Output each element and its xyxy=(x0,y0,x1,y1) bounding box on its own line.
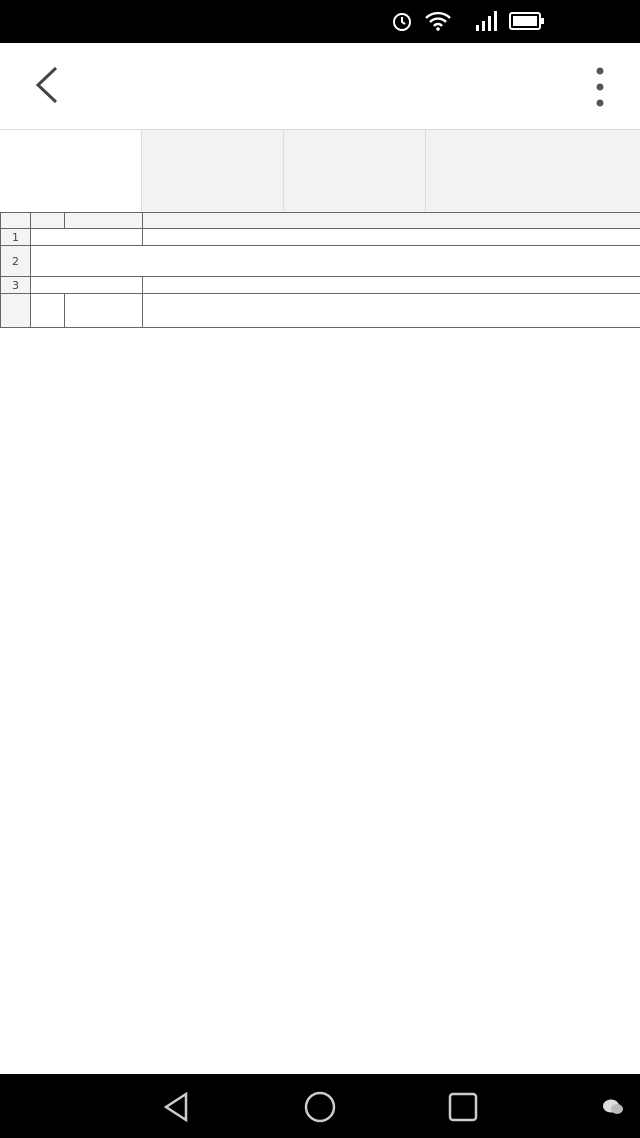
tab-sheet2[interactable] xyxy=(142,130,284,212)
area-cell[interactable] xyxy=(143,294,640,328)
header-school[interactable] xyxy=(31,277,143,294)
system-nav-bar xyxy=(0,1074,640,1138)
column-header-b[interactable] xyxy=(65,213,143,229)
nav-back-icon[interactable] xyxy=(160,1090,194,1124)
group-cell[interactable] xyxy=(31,294,65,328)
spreadsheet-table xyxy=(0,212,640,328)
column-header-c[interactable] xyxy=(143,213,640,229)
alarm-icon xyxy=(391,10,413,32)
watermark xyxy=(602,1098,630,1116)
tab-sheet3[interactable] xyxy=(284,130,426,212)
wechat-icon xyxy=(602,1098,624,1116)
nav-home-icon[interactable] xyxy=(303,1090,337,1124)
spreadsheet-view[interactable] xyxy=(0,212,640,1074)
status-bar xyxy=(0,0,640,43)
header-area[interactable] xyxy=(143,277,640,294)
app-bar xyxy=(0,43,640,130)
cell-attachment-label[interactable] xyxy=(31,229,143,246)
row-number: 2 xyxy=(1,246,31,277)
tab-sheet1[interactable] xyxy=(0,130,142,212)
wifi-icon xyxy=(425,11,451,31)
more-options-icon[interactable] xyxy=(596,65,604,109)
sheet-tabs xyxy=(0,130,640,213)
corner-cell xyxy=(1,213,31,229)
back-arrow-icon[interactable] xyxy=(32,65,62,105)
cell[interactable] xyxy=(143,229,640,246)
sheet-title-cell[interactable] xyxy=(31,246,640,277)
row-number: 1 xyxy=(1,229,31,246)
row-number xyxy=(1,294,31,328)
column-header-a[interactable] xyxy=(31,213,65,229)
school-cell[interactable] xyxy=(65,294,143,328)
signal-icon xyxy=(475,11,497,31)
row-number: 3 xyxy=(1,277,31,294)
nav-recents-icon[interactable] xyxy=(446,1090,480,1124)
battery-icon xyxy=(509,12,545,30)
status-icons xyxy=(391,9,545,33)
